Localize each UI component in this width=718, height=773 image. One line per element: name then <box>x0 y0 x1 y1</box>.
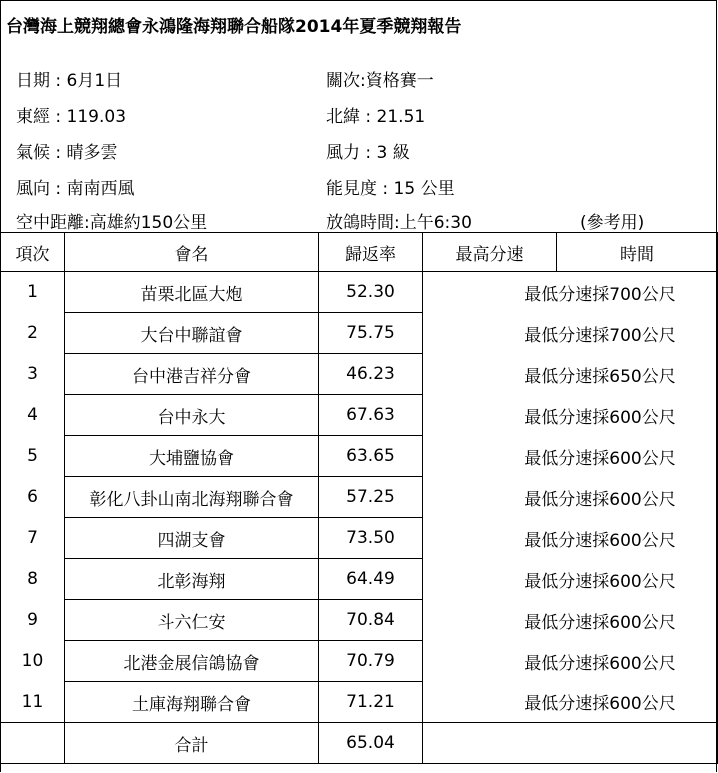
table-row <box>1 682 718 723</box>
row-speed-note-cell <box>423 600 718 641</box>
info-release-time: 放鴿時間:上午6:30 <box>326 213 472 233</box>
info-longitude: 東經 : 119.03 <box>16 107 127 127</box>
row-return-rate: 70.84 <box>319 600 423 641</box>
row-no: 8 <box>1 559 65 600</box>
row-club-name: 台中港吉祥分會 <box>65 354 319 395</box>
row-no: 10 <box>1 641 65 682</box>
table-header-row <box>1 233 718 272</box>
row-club-name: 土庫海翔聯合會 <box>65 682 319 723</box>
row-return-rate: 52.30 <box>319 272 423 313</box>
table-row <box>1 436 718 477</box>
row-speed-note: 最低分速採700公尺 <box>524 284 676 305</box>
row-return-rate: 67.63 <box>319 395 423 436</box>
row-club-name: 北彰海翔 <box>65 559 319 600</box>
row-speed-note: 最低分速採600公尺 <box>524 407 676 428</box>
row-return-rate: 64.49 <box>319 559 423 600</box>
header-club-name: 會名 <box>65 233 319 272</box>
row-no: 4 <box>1 395 65 436</box>
row-club-name: 四湖支會 <box>65 518 319 559</box>
row-return-rate: 70.79 <box>319 641 423 682</box>
row-return-rate: 75.75 <box>319 313 423 354</box>
row-speed-note-cell <box>423 436 718 477</box>
row-speed-note: 最低分速採600公尺 <box>524 489 676 510</box>
row-return-rate: 57.25 <box>319 477 423 518</box>
row-club-name: 大埔鹽協會 <box>65 436 319 477</box>
row-speed-note: 最低分速採650公尺 <box>524 366 676 387</box>
row-speed-note: 最低分速採600公尺 <box>524 653 676 674</box>
row-club-name: 斗六仁安 <box>65 600 319 641</box>
info-distance: 空中距離:高雄約150公里 <box>16 213 208 233</box>
row-club-name: 彰化八卦山南北海翔聯合會 <box>65 477 319 518</box>
row-no: 3 <box>1 354 65 395</box>
row-club-name: 北港金展信鴿協會 <box>65 641 319 682</box>
info-weather: 氣候 : 晴多雲 <box>16 143 118 163</box>
header-time: 時間 <box>557 233 718 272</box>
row-speed-note: 最低分速採600公尺 <box>524 448 676 469</box>
info-date: 日期 : 6月1日 <box>16 71 123 91</box>
header-top-speed: 最高分速 <box>423 233 557 272</box>
row-no: 1 <box>1 272 65 313</box>
row-speed-note-cell <box>423 559 718 600</box>
report-title: 台灣海上競翔總會永鴻隆海翔聯合船隊2014年夏季競翔報告 <box>6 17 462 37</box>
table-row <box>1 600 718 641</box>
row-speed-note-cell <box>423 682 718 723</box>
table-row <box>1 477 718 518</box>
row-speed-note-cell <box>423 313 718 354</box>
row-club-name: 苗栗北區大炮 <box>65 272 319 313</box>
row-return-rate: 46.23 <box>319 354 423 395</box>
info-visibility: 能見度 : 15 公里 <box>326 179 455 199</box>
row-speed-note-cell <box>423 354 718 395</box>
row-no: 6 <box>1 477 65 518</box>
row-no: 11 <box>1 682 65 723</box>
table-row <box>1 518 718 559</box>
header-no: 項次 <box>1 233 65 272</box>
row-speed-note: 最低分速採600公尺 <box>524 694 676 715</box>
table-row <box>1 313 718 354</box>
row-no: 2 <box>1 313 65 354</box>
row-club-name: 台中永大 <box>65 395 319 436</box>
table-row <box>1 641 718 682</box>
row-speed-note: 最低分速採700公尺 <box>524 325 676 346</box>
row-speed-note-cell <box>423 641 718 682</box>
row-return-rate: 73.50 <box>319 518 423 559</box>
total-rate: 65.04 <box>319 723 423 764</box>
table-row <box>1 354 718 395</box>
results-table <box>0 232 718 764</box>
total-speed-cell <box>423 723 718 764</box>
header-return-rate: 歸返率 <box>319 233 423 272</box>
row-no: 7 <box>1 518 65 559</box>
row-no: 5 <box>1 436 65 477</box>
info-reference-note: (參考用) <box>580 213 645 233</box>
table-total-row <box>1 723 718 764</box>
table-row <box>1 272 718 313</box>
row-speed-note-cell <box>423 477 718 518</box>
row-speed-note-cell <box>423 395 718 436</box>
total-no-cell <box>1 723 65 764</box>
row-no: 9 <box>1 600 65 641</box>
table-row <box>1 395 718 436</box>
row-speed-note: 最低分速採600公尺 <box>524 612 676 633</box>
info-wind-force: 風力 : 3 級 <box>326 143 410 163</box>
row-speed-note: 最低分速採600公尺 <box>524 530 676 551</box>
row-speed-note-cell <box>423 272 718 313</box>
total-label: 合計 <box>65 723 319 764</box>
info-stage: 關次:資格賽一 <box>326 71 434 91</box>
info-wind-direction: 風向 : 南南西風 <box>16 179 135 199</box>
row-return-rate: 63.65 <box>319 436 423 477</box>
row-speed-note: 最低分速採600公尺 <box>524 571 676 592</box>
info-latitude: 北緯 : 21.51 <box>326 107 426 127</box>
table-row <box>1 559 718 600</box>
row-club-name: 大台中聯誼會 <box>65 313 319 354</box>
row-return-rate: 71.21 <box>319 682 423 723</box>
row-speed-note-cell <box>423 518 718 559</box>
